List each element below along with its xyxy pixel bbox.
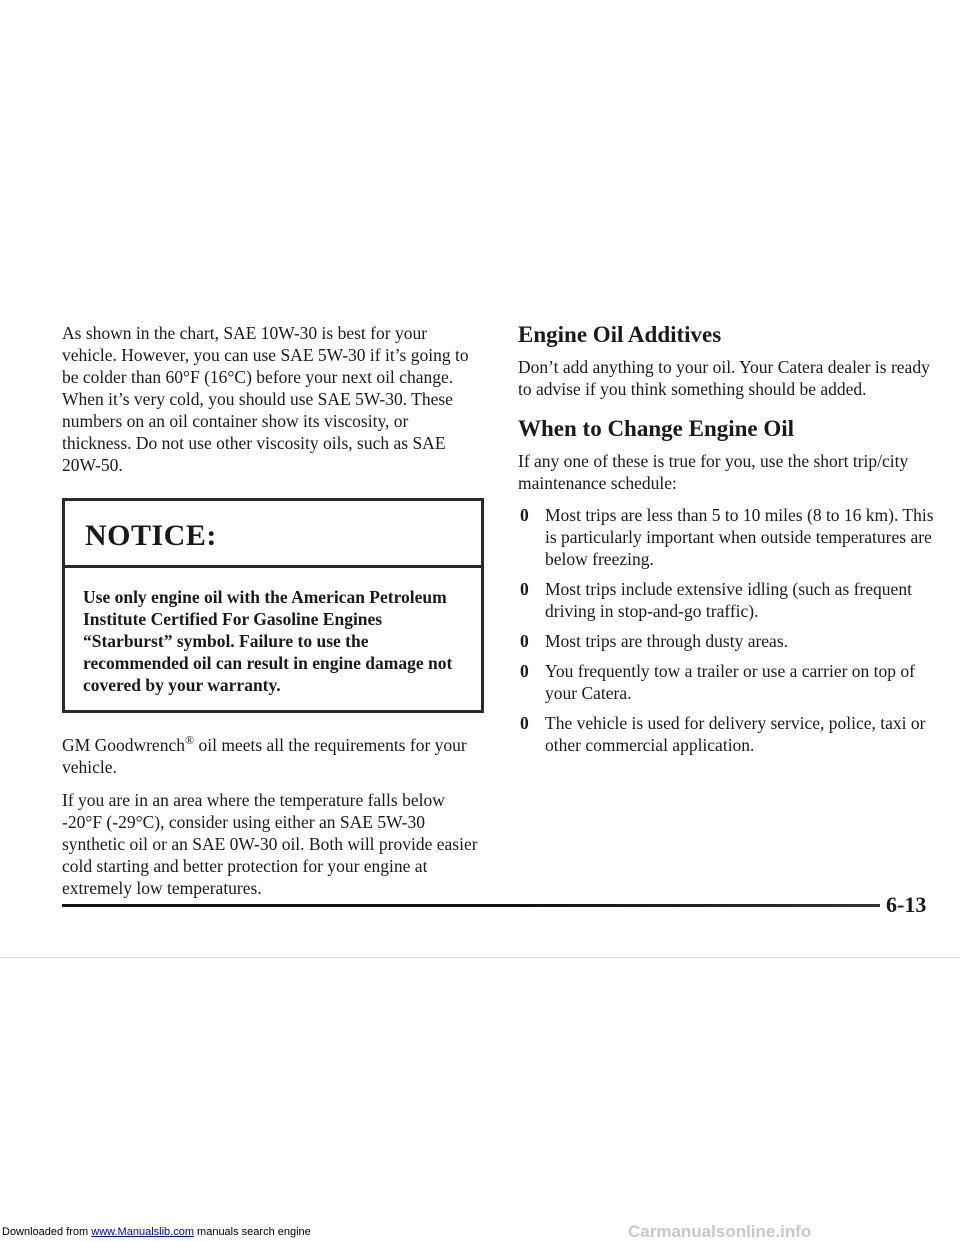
list-item: 0 The vehicle is used for delivery service, police, taxi or other commercial application. xyxy=(520,713,926,755)
list-item: 0 Most trips include extensive idling (such as frequent driving in stop-and-go traffic). xyxy=(520,579,912,621)
schedule-intro-paragraph: If any one of these is true for you, use the short trip/city maintenance schedule: xyxy=(518,451,909,493)
footer-suffix: manuals search engine xyxy=(193,1226,311,1238)
footer-prefix: Downloaded from xyxy=(2,1226,92,1238)
list-item: 0 Most trips are less than 5 to 10 miles (8 to 16 km). This is particularly important when outside temperatures are below freezing. xyxy=(520,505,934,569)
scan-divider xyxy=(0,957,960,958)
manualslib-link[interactable]: www.Manualslib.com xyxy=(91,1226,194,1238)
notice-title: NOTICE: xyxy=(65,501,481,568)
heading-engine-oil-additives: Engine Oil Additives xyxy=(518,322,722,347)
bullet-icon: 0 xyxy=(520,661,529,681)
goodwrench-text-rest: oil meets all the requirements for your vehicle. xyxy=(62,734,467,777)
notice-body: Use only engine oil with the American Petroleum Institute Certified For Gasoline Engines “Starburst” symbol. Failure to use the recommended oil can result in engine damage not covered by your warranty. xyxy=(83,587,453,695)
page-number: 6-13 xyxy=(886,892,927,917)
cold-climate-paragraph: If you are in an area where the temperature falls below -20°F (-29°C), consider using either an SAE 5W-30 synthetic oil or an SAE 0W-30 oil. Both will provide easier cold starting and better protection for your engine at extremely low temperatures. xyxy=(62,789,478,898)
right-column xyxy=(518,322,938,764)
condition-list xyxy=(518,504,938,756)
goodwrench-text: GM Goodwrench xyxy=(62,734,185,755)
viscosity-paragraph: As shown in the chart, SAE 10W-30 is best for your vehicle. However, you can use SAE 5W-30 if it’s going to be colder than 60°F (16°C) before your next oil change. When it’s very cold, you should use SAE 5W-30. These numbers on an oil container show its viscosity, or thickness. Do not use other viscosity oils, such as SAE 20W-50. xyxy=(62,323,469,475)
registered-mark: ® xyxy=(184,733,195,747)
bullet-icon: 0 xyxy=(520,579,529,599)
heading-when-to-change-oil: When to Change Engine Oil xyxy=(518,416,795,441)
list-item: 0 You frequently tow a trailer or use a carrier on top of your Catera. xyxy=(520,661,915,703)
additives-paragraph: Don’t add anything to your oil. Your Catera dealer is ready to advise if you think something should be added. xyxy=(518,357,930,399)
left-column xyxy=(62,322,482,910)
goodwrench-paragraph xyxy=(62,729,482,778)
notice-box xyxy=(62,498,484,713)
list-item: 0 Most trips are through dusty areas. xyxy=(520,631,789,651)
bullet-icon: 0 xyxy=(520,713,529,733)
watermark: Carmanualsonline.info xyxy=(628,1222,812,1241)
footer-rule xyxy=(62,904,880,907)
download-footer xyxy=(2,1226,311,1238)
bullet-icon: 0 xyxy=(520,631,529,651)
bullet-icon: 0 xyxy=(520,505,529,525)
